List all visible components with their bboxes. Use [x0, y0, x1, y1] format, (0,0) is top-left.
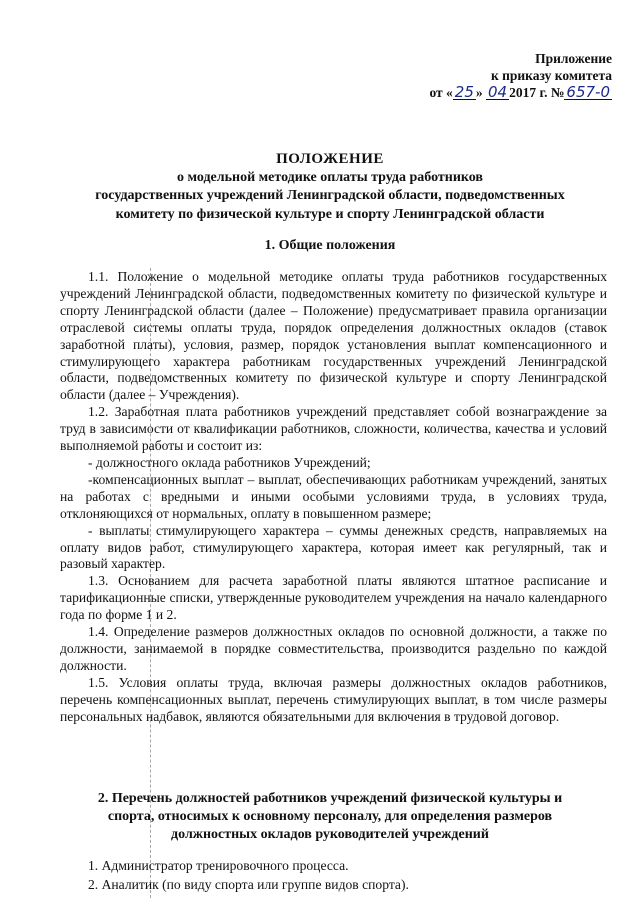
list-item-compensation: -компенсационных выплат – выплат, обеспечивающих работникам учреждений, занятых на работах с вредными и иными особыми условиями труда, в условиях труда, отклоняющихся от нормальных, оплату в повышенном размере;	[60, 471, 607, 521]
title-main: ПОЛОЖЕНИЕ	[276, 151, 384, 167]
handwritten-day: 25	[454, 83, 474, 101]
paragraph-1-3: 1.3. Основанием для расчета заработной платы являются штатное расписание и тарификационные списки, утвержденные руководителем учреждения на начало календарного года по форме 1 и 2.	[60, 573, 607, 623]
section-2-heading-line-2: спорта, относимых к основному персоналу, для определения размеров	[107, 809, 553, 824]
list-item: 1. Администратор тренировочного процесса.	[88, 858, 349, 873]
section-2-heading	[40, 790, 620, 844]
title-line-2: государственных учреждений Ленинградской области, подведомственных	[95, 188, 565, 203]
appendix-header	[429, 50, 612, 101]
handwritten-order-number: 657-0	[566, 83, 610, 101]
date-prefix: от «	[429, 85, 453, 100]
section-2-heading-line-1: 2. Перечень должностей работников учреждений физической культуры и	[97, 791, 563, 806]
appendix-date-line	[429, 84, 612, 101]
appendix-label: Приложение	[535, 51, 612, 66]
list-item: 2. Аналитик (по виду спорта или группе видов спорта).	[88, 877, 409, 892]
title-line-3: комитету по физической культуре и спорту Ленинградской области	[115, 206, 545, 222]
title-line-1: о модельной методике оплаты труда работников	[177, 169, 483, 185]
date-separator: »	[475, 85, 483, 100]
section-1-body	[60, 269, 607, 725]
section-1-heading: 1. Общие положения	[264, 238, 396, 253]
document-title	[40, 150, 620, 224]
paragraph-1-5: 1.5. Условия оплаты труда, включая размеры должностных окладов работников, перечень компенсационных выплат, перечень стимулирующих выплат, в том числе размеры персональных надбавок, являются обязательными для включения в трудовой договор.	[60, 674, 607, 724]
paragraph-1-1: 1.1. Положение о модельной методике оплаты труда работников государственных учреждений Ленинградской области, подведомственных комитету по физической культуре и спорту Ленинградской области (далее – Положение) предусматривает правила организации отраслевой системы оплаты труда, порядок определения должностных окладов (ставок заработной платы), условия, размер, порядок установления выплат компенсационного и стимулирующего характера работникам государственных учреждений Ленинградской области, подведомственных комитету по физической культуре и спорту Ленинградской области (далее – Учреждения).	[60, 269, 607, 403]
list-item-incentive: - выплаты стимулирующего характера – суммы денежных средств, направляемых на оплату видов работ, стимулирующего характера, которая имеет как регулярный, так и разовый характер.	[60, 522, 607, 572]
date-year: 2017 г. №	[509, 85, 565, 100]
section-2-heading-line-3: должностных окладов руководителей учреждений	[171, 827, 489, 842]
paragraph-1-2: 1.2. Заработная плата работников учреждений представляет собой вознаграждение за труд в зависимости от квалификации работников, сложности, количества, качества и условий выполняемой работы и состоит из:	[60, 404, 607, 454]
paragraph-1-4: 1.4. Определение размеров должностных окладов по основной должности, а также по должности, занимаемой в порядке совместительства, производится раздельно по каждой должности.	[60, 624, 607, 673]
list-item-salary: - должностного оклада работников Учреждений;	[88, 454, 371, 470]
position-list	[88, 856, 409, 894]
appendix-order-ref: к приказу комитета	[490, 68, 612, 83]
handwritten-month: 04	[488, 83, 508, 101]
